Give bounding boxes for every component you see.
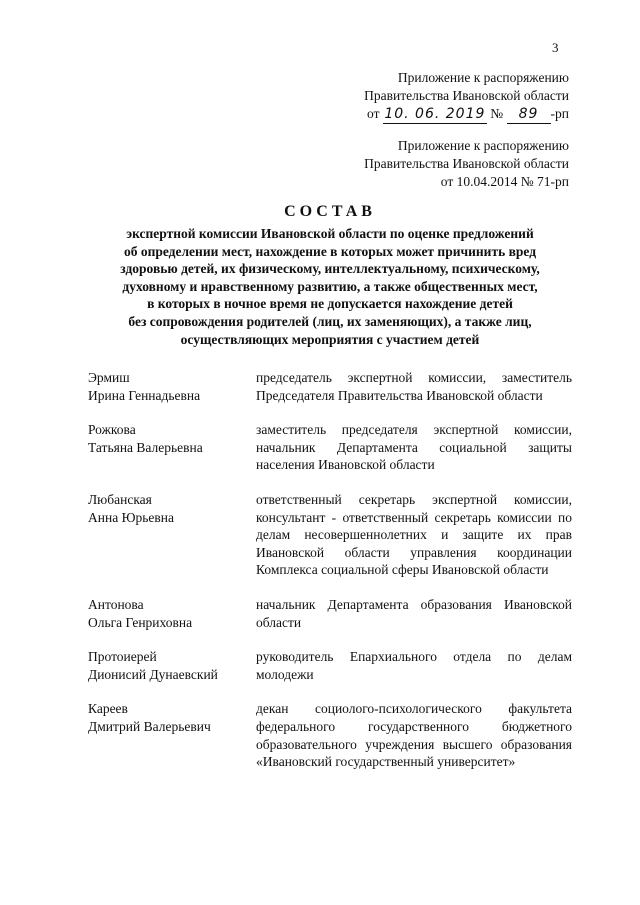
heading-subtitle [80, 225, 580, 348]
member-role: ответственный секретарь экспертной комиссии, консультант - ответственный секретарь комиссии по делам несовершеннолетних и защите их прав Ивановской области управления координации Комплекса социальной сферы Ивановской области [256, 491, 572, 578]
handwritten-number: 89 [507, 105, 551, 124]
appendix-line-2: Правительства Ивановской области [364, 156, 569, 171]
member-surname: Рожкова [88, 422, 136, 438]
member-given-names: Дмитрий Валерьевич [88, 718, 211, 734]
member-role: декан социолого-психологического факультета федерального государственного бюджетного образовательного учреждения высшего образования «Ивановский государственный университет» [256, 701, 572, 770]
member-role: председатель экспертной комиссии, заместитель Председателя Правительства Ивановской области [256, 370, 572, 403]
appendix-block-new [364, 69, 569, 124]
member-name [88, 596, 256, 631]
member-role: начальник Департамента образования Ивановской области [256, 596, 572, 630]
member-name [88, 491, 256, 579]
appendix-date-line [364, 105, 569, 124]
member-entry [88, 648, 572, 683]
appendix-block-original [364, 137, 569, 191]
member-surname: Кареев [88, 701, 128, 717]
member-given-names: Дионисий Дунаевский [88, 666, 218, 682]
appendix-line-2: Правительства Ивановской области [364, 88, 569, 103]
member-surname: Эрмиш [88, 370, 130, 385]
member-name [88, 421, 256, 474]
member-surname: Любанская [88, 491, 152, 507]
heading-line: осуществляющих мероприятия с участием детей [180, 331, 480, 347]
from-prefix: от [367, 106, 380, 121]
member-entry [88, 491, 572, 579]
appendix-line-1: Приложение к распоряжению [397, 138, 569, 153]
member-given-names: Анна Юрьевна [88, 509, 174, 525]
member-role: руководитель Епархиального отдела по делам молодежи [256, 649, 572, 682]
members-list [88, 369, 572, 788]
member-name [88, 648, 256, 683]
member-entry [88, 421, 572, 474]
member-given-names: Татьяна Валерьевна [88, 439, 203, 455]
member-entry [88, 700, 572, 770]
member-given-names: Ольга Генриховна [88, 614, 193, 630]
heading-line: без сопровождения родителей (лиц, их заменяющих), а также лиц, [128, 313, 532, 329]
order-suffix: -рп [550, 106, 569, 121]
member-entry [88, 369, 572, 404]
document-heading [80, 203, 580, 348]
appendix-line-1: Приложение к распоряжению [397, 70, 569, 85]
heading-line: экспертной комиссии Ивановской области по оценке предложений [126, 226, 534, 241]
member-surname: Антонова [88, 596, 144, 612]
heading-line: в которых в ночное время не допускается нахождение детей [147, 296, 513, 312]
member-name [88, 700, 256, 770]
number-sign: № [490, 106, 504, 121]
heading-line: здоровью детей, их физическому, интеллектуальному, психическому, [120, 261, 540, 277]
member-name [88, 369, 256, 404]
member-entry [88, 596, 572, 631]
heading-line: об определении мест, нахождение в которых может причинить вред [123, 243, 537, 259]
page-number: 3 [552, 40, 559, 55]
member-given-names: Ирина Геннадьевна [88, 387, 201, 403]
appendix-line-3: от 10.04.2014 № 71-рп [440, 174, 569, 189]
heading-line: духовному и нравственному развитию, а также общественных мест, [122, 278, 538, 294]
heading-title: СОСТАВ [284, 203, 376, 220]
member-role: заместитель председателя экспертной комиссии, начальник Департамента социальной защиты населения Ивановской области [256, 422, 572, 473]
handwritten-date: 10. 06. 2019 [384, 106, 486, 122]
member-surname: Протоиерей [88, 649, 157, 665]
